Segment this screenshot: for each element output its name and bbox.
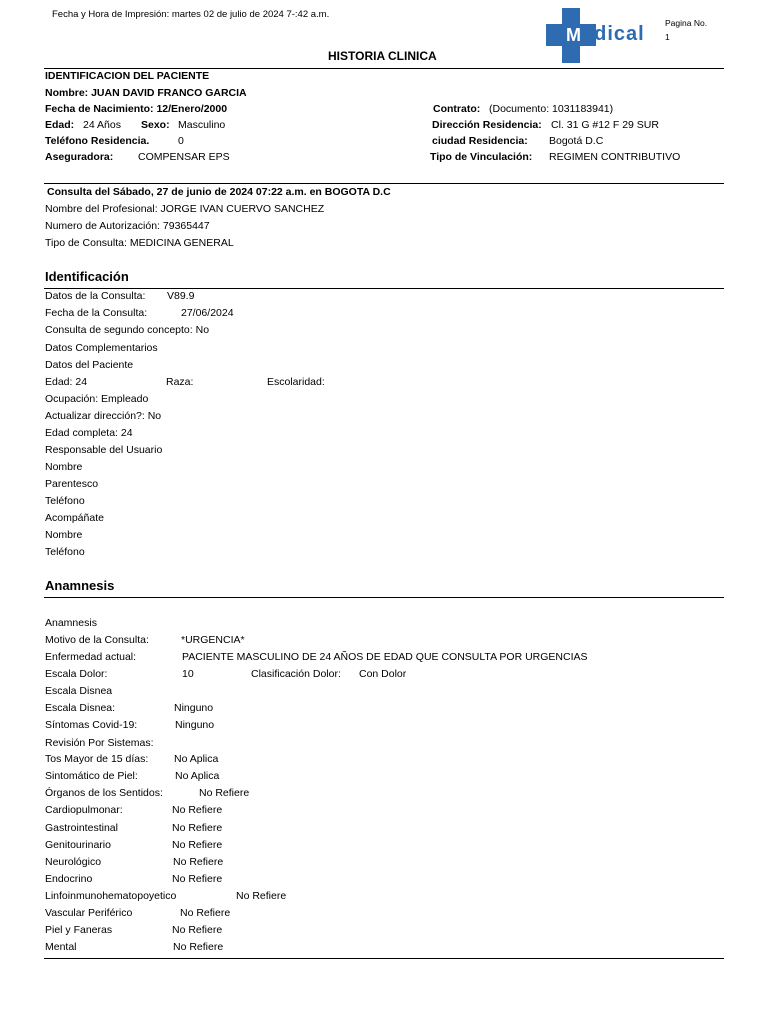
link-type-label: Tipo de Vinculación: (430, 151, 533, 163)
consult-date-label: Fecha de la Consulta: (45, 307, 148, 319)
system-value: No Aplica (175, 770, 220, 782)
consult-data-value: V89.9 (167, 290, 195, 302)
consult-professional: Nombre del Profesional: JORGE IVAN CUERVO SANCHEZ (45, 203, 325, 215)
occupation: Ocupación: Empleado (45, 393, 149, 405)
address-label: Dirección Residencia: (432, 119, 542, 131)
patient-name: Nombre: JUAN DAVID FRANCO GARCIA (45, 87, 247, 99)
consult-date-value: 27/06/2024 (181, 307, 234, 319)
current-illness-label: Enfermedad actual: (45, 651, 137, 663)
dyspnea-header: Escala Disnea (45, 685, 113, 697)
system-label: Órganos de los Sentidos: (45, 787, 163, 799)
logo-letter: M (566, 25, 581, 45)
system-label: Vascular Periférico (45, 907, 133, 919)
pain-scale-label: Escala Dolor: (45, 668, 108, 680)
contract-value: (Documento: 1031183941) (489, 103, 614, 115)
system-label: Mental (45, 941, 77, 953)
system-label: Neurológico (45, 856, 102, 868)
covid-label: Síntomas Covid-19: (45, 719, 138, 731)
divider (44, 68, 724, 69)
address-value: Cl. 31 G #12 F 29 SUR (551, 119, 659, 131)
pain-scale-value: 10 (182, 668, 194, 680)
logo-text: edical (582, 23, 645, 45)
reason-label: Motivo de la Consulta: (45, 634, 149, 646)
race-row: Raza: (166, 376, 194, 388)
patient-data: Datos del Paciente (45, 359, 134, 371)
sex-value: Masculino (178, 119, 226, 131)
insurer-value: COMPENSAR EPS (138, 151, 230, 163)
divider (44, 288, 724, 289)
system-value: No Aplica (174, 753, 219, 765)
consult-type: Tipo de Consulta: MEDICINA GENERAL (45, 237, 234, 249)
print-datetime: Fecha y Hora de Impresión: martes 02 de julio de 2024 7-:42 a.m. (52, 9, 330, 20)
user-responsible: Responsable del Usuario (45, 444, 163, 456)
age-value: 24 Años (83, 119, 121, 131)
page-number: 1 (665, 32, 670, 42)
second-concept: Consulta de segundo concepto: No (45, 324, 210, 336)
anamnesis-subtitle: Anamnesis (45, 617, 97, 629)
responsible-name: Nombre (45, 461, 83, 473)
relationship: Parentesco (45, 478, 99, 490)
system-label: Endocrino (45, 873, 93, 885)
identificacion-title: Identificación (45, 269, 129, 284)
system-label: Sintomático de Piel: (45, 770, 138, 782)
patient-dob: Fecha de Nacimiento: 12/Enero/2000 (45, 103, 228, 115)
system-label: Gastrointestinal (45, 822, 118, 834)
dyspnea-label: Escala Disnea: (45, 702, 116, 714)
city-label: ciudad Residencia: (432, 135, 528, 147)
phone-value: 0 (178, 135, 184, 147)
reason-value: *URGENCIA* (181, 634, 245, 646)
companion: Acompáñate (45, 512, 104, 524)
systems-review: Revisión Por Sistemas: (45, 737, 154, 749)
contract-label: Contrato: (433, 103, 481, 115)
patient-section-title: IDENTIFICACION DEL PACIENTE (45, 70, 210, 82)
system-value: No Refiere (236, 890, 287, 902)
schooling-row: Escolaridad: (267, 376, 325, 388)
divider (44, 183, 724, 184)
page-title: HISTORIA CLINICA (328, 49, 437, 63)
pain-class-label: Clasificación Dolor: (251, 668, 341, 680)
age-row: Edad: 24 (45, 376, 88, 388)
divider (44, 958, 724, 959)
pain-class-value: Con Dolor (359, 668, 407, 680)
companion-phone: Teléfono (45, 546, 85, 558)
system-label: Linfoinmunohematopoyetico (45, 890, 177, 902)
insurer-label: Aseguradora: (45, 151, 114, 163)
system-label: Cardiopulmonar: (45, 804, 123, 816)
page-label: Pagina No. (665, 18, 708, 28)
system-value: No Refiere (172, 924, 223, 936)
system-label: Piel y Faneras (45, 924, 113, 936)
phone-label: Teléfono Residencia. (45, 135, 150, 147)
dyspnea-value: Ninguno (174, 702, 214, 714)
divider (44, 597, 724, 598)
current-illness-value: PACIENTE MASCULINO DE 24 AÑOS DE EDAD QUE CONSULTA POR URGENCIAS (182, 651, 588, 663)
covid-value: Ninguno (175, 719, 215, 731)
system-value: No Refiere (173, 941, 224, 953)
system-label: Genitourinario (45, 839, 111, 851)
complementary-data: Datos Complementarios (45, 342, 158, 354)
system-value: No Refiere (172, 822, 223, 834)
consult-heading: Consulta del Sábado, 27 de junio de 2024 07:22 a.m. en BOGOTA D.C (47, 186, 391, 198)
system-value: No Refiere (172, 839, 223, 851)
anamnesis-title: Anamnesis (45, 578, 115, 593)
system-value: No Refiere (172, 873, 223, 885)
companion-name: Nombre (45, 529, 83, 541)
system-label: Tos Mayor de 15 días: (45, 753, 149, 765)
responsible-phone: Teléfono (45, 495, 85, 507)
system-value: No Refiere (172, 804, 223, 816)
system-value: No Refiere (180, 907, 231, 919)
system-value: No Refiere (173, 856, 224, 868)
system-value: No Refiere (199, 787, 250, 799)
consult-authorization: Numero de Autorización: 79365447 (45, 220, 210, 232)
update-address: Actualizar dirección?: No (45, 410, 162, 422)
sex-label: Sexo: (141, 119, 170, 131)
full-age: Edad completa: 24 (45, 427, 133, 439)
consult-data-label: Datos de la Consulta: (45, 290, 146, 302)
city-value: Bogotá D.C (549, 135, 604, 147)
link-type-value: REGIMEN CONTRIBUTIVO (549, 151, 681, 163)
age-label: Edad: (45, 119, 75, 131)
